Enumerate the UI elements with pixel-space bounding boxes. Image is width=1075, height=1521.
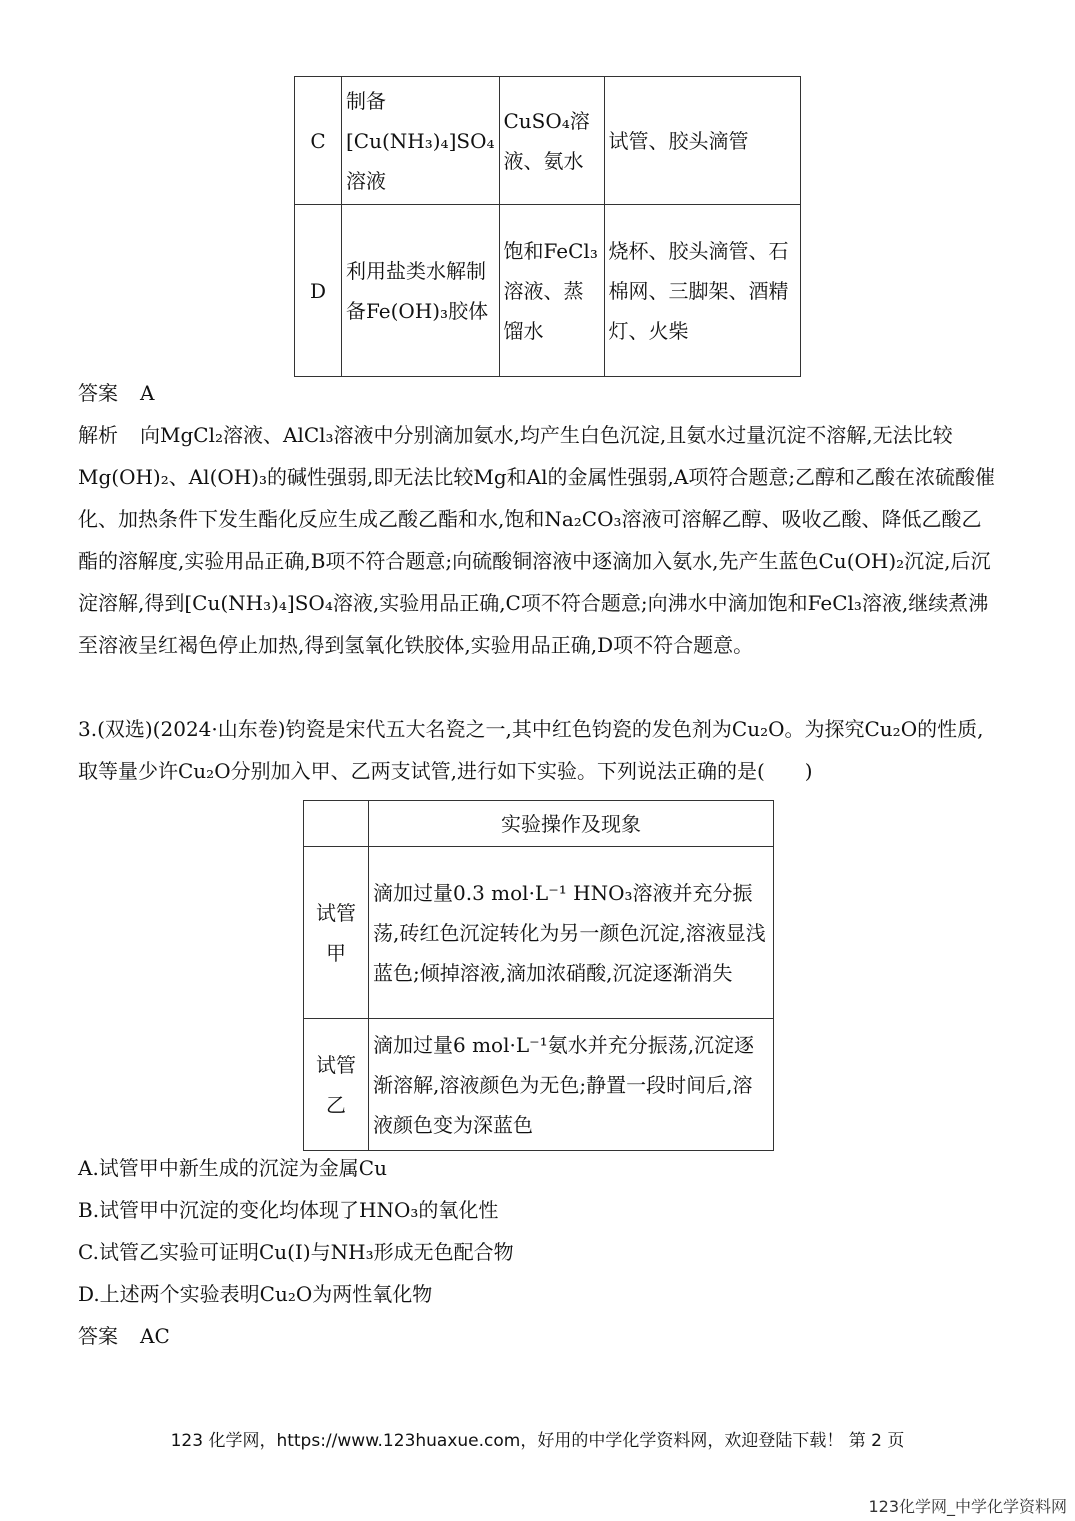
option-c: C.试管乙实验可证明Cu(Ⅰ)与NH₃形成无色配合物 [78,1240,514,1264]
option-d: D.上述两个实验表明Cu₂O为两性氧化物 [78,1282,433,1306]
row-text: 滴加过量0.3 mol·L⁻¹ HNO₃溶液并充分振荡,砖红色沉淀转化为另一颜色沉淀,溶液显浅蓝色;倾掉溶液,滴加浓硝酸,沉淀逐渐消失 [369,847,774,1019]
row-label: D [295,205,342,377]
answer-value: A [140,381,155,405]
analysis-tag: 解析 [78,423,118,447]
experiment-purpose: 制备[Cu(NH₃)₄]SO₄溶液 [342,77,500,205]
equipment: 烧杯、胶头滴管、石棉网、三脚架、酒精灯、火柴 [604,205,800,377]
question-stem: 3.(双选)(2024·山东卷)钧瓷是宋代五大名瓷之一,其中红色钧瓷的发色剂为Cu₂O。为探究Cu₂O的性质,取等量少许Cu₂O分别加入甲、乙两支试管,进行如下实验。下列说法正确的是( ) [78,717,984,783]
table-row [295,205,801,377]
row-label: 试管甲 [304,847,369,1019]
reagents: 饱和FeCl₃溶液、蒸馏水 [499,205,604,377]
answer-tag: 答案 [78,381,118,405]
table-row [304,847,774,1019]
answer-value: AC [140,1324,170,1348]
analysis-paragraph [78,414,998,666]
option-a: A.试管甲中新生成的沉淀为金属Cu [78,1156,387,1180]
reagents: CuSO₄溶液、氨水 [499,77,604,205]
equipment: 试管、胶头滴管 [604,77,800,205]
site-watermark: 123化学网_中学化学资料网 [868,1497,1067,1516]
experiment-purpose: 利用盐类水解制备Fe(OH)₃胶体 [342,205,500,377]
option-b: B.试管甲中沉淀的变化均体现了HNO₃的氧化性 [78,1198,499,1222]
experiment-table [303,800,774,1151]
table-row [304,1019,774,1151]
row-text: 滴加过量6 mol·L⁻¹氨水并充分振荡,沉淀逐渐溶解,溶液颜色为无色;静置一段时间后,溶液颜色变为深蓝色 [369,1019,774,1151]
table-row [295,77,801,205]
analysis-text: 向MgCl₂溶液、AlCl₃溶液中分别滴加氨水,均产生白色沉淀,且氨水过量沉淀不溶解,无法比较Mg(OH)₂、Al(OH)₃的碱性强弱,即无法比较Mg和Al的金属性强弱,A项符合题意;乙醇和乙酸在浓硫酸催化、加热条件下发生酯化反应生成乙酸乙酯和水,饱和Na₂CO₃溶液可溶解乙醇、吸收乙酸、降低乙酸乙酯的溶解度,实验用品正确,B项不符合题意;向硫酸铜溶液中逐滴加入氨水,先产生蓝色Cu(OH)₂沉淀,后沉淀溶解,得到[Cu(NH₃)₄]SO₄溶液,实验用品正确,C项不符合题意;向沸水中滴加饱和FeCl₃溶液,继续煮沸至溶液呈红褐色停止加热,得到氢氧化铁胶体,实验用品正确,D项不符合题意。 [78,423,996,657]
header-empty-cell [304,801,369,847]
row-label: 试管乙 [304,1019,369,1151]
answer-line [78,1315,170,1357]
answer-tag: 答案 [78,1324,118,1348]
experiment-table-continued [294,76,801,377]
table-header: 实验操作及现象 [369,801,774,847]
row-label: C [295,77,342,205]
page-footer: 123 化学网，https://www.123huaxue.com，好用的中学化学资料网，欢迎登陆下载！ 第 2 页 [170,1431,905,1451]
table-header-row [304,801,774,847]
answer-line [78,372,154,414]
